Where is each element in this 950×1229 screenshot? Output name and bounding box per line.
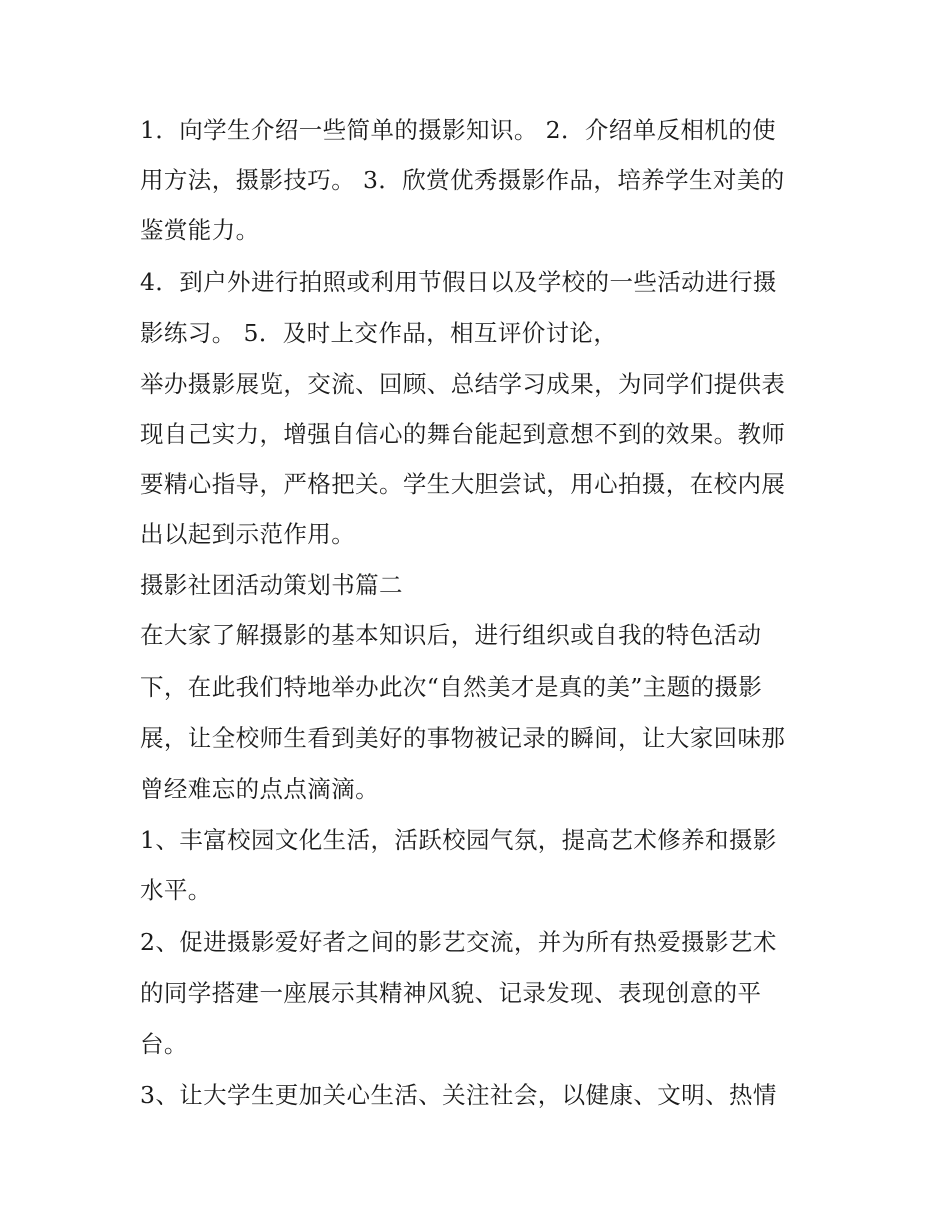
text-line: 4．到户外进行拍照或利用节假日以及学校的一些活动进行摄: [140, 268, 777, 296]
text-line: 水平。: [140, 876, 212, 904]
text-line: 曾经难忘的点点滴滴。: [140, 775, 379, 803]
text-line: 下，在此我们特地举办此次“自然美才是真的美”主题的摄影: [140, 673, 763, 701]
text-line: 3、让大学生更加关心生活、关注社会，以健康、文明、热情: [140, 1081, 777, 1109]
text-line: 台。: [140, 1030, 188, 1058]
text-line: 在大家了解摄影的基本知识后，进行组织或自我的特色活动: [140, 621, 762, 649]
text-line: 要精心指导，严格把关。学生大胆尝试，用心拍摄，在校内展: [140, 470, 786, 498]
text-line: 的同学搭建一座展示其精神风貌、记录发现、表现创意的平: [140, 979, 762, 1007]
text-line: 出以起到示范作用。: [140, 520, 356, 548]
text-line: 鉴赏能力。: [140, 216, 260, 244]
text-line: 现自己实力，增强自信心的舞台能起到意想不到的效果。教师: [140, 420, 786, 448]
text-line: 展，让全校师生看到美好的事物被记录的瞬间，让大家回味那: [140, 724, 786, 752]
text-line: 1．向学生介绍一些简单的摄影知识。 2．介绍单反相机的使: [140, 116, 777, 144]
text-line: 用方法，摄影技巧。 3．欣赏优秀摄影作品，培养学生对美的: [140, 166, 785, 194]
text-line: 举办摄影展览，交流、回顾、总结学习成果，为同学们提供表: [140, 370, 786, 398]
text-line: 2、促进摄影爱好者之间的影艺交流，并为所有热爱摄影艺术: [140, 928, 777, 956]
text-line: 1、丰富校园文化生活，活跃校园气氛，提高艺术修养和摄影: [140, 826, 777, 854]
text-line: 影练习。 5．及时上交作品，相互评价讨论，: [140, 319, 618, 347]
section-heading: 摄影社团活动策划书篇二: [140, 571, 403, 599]
